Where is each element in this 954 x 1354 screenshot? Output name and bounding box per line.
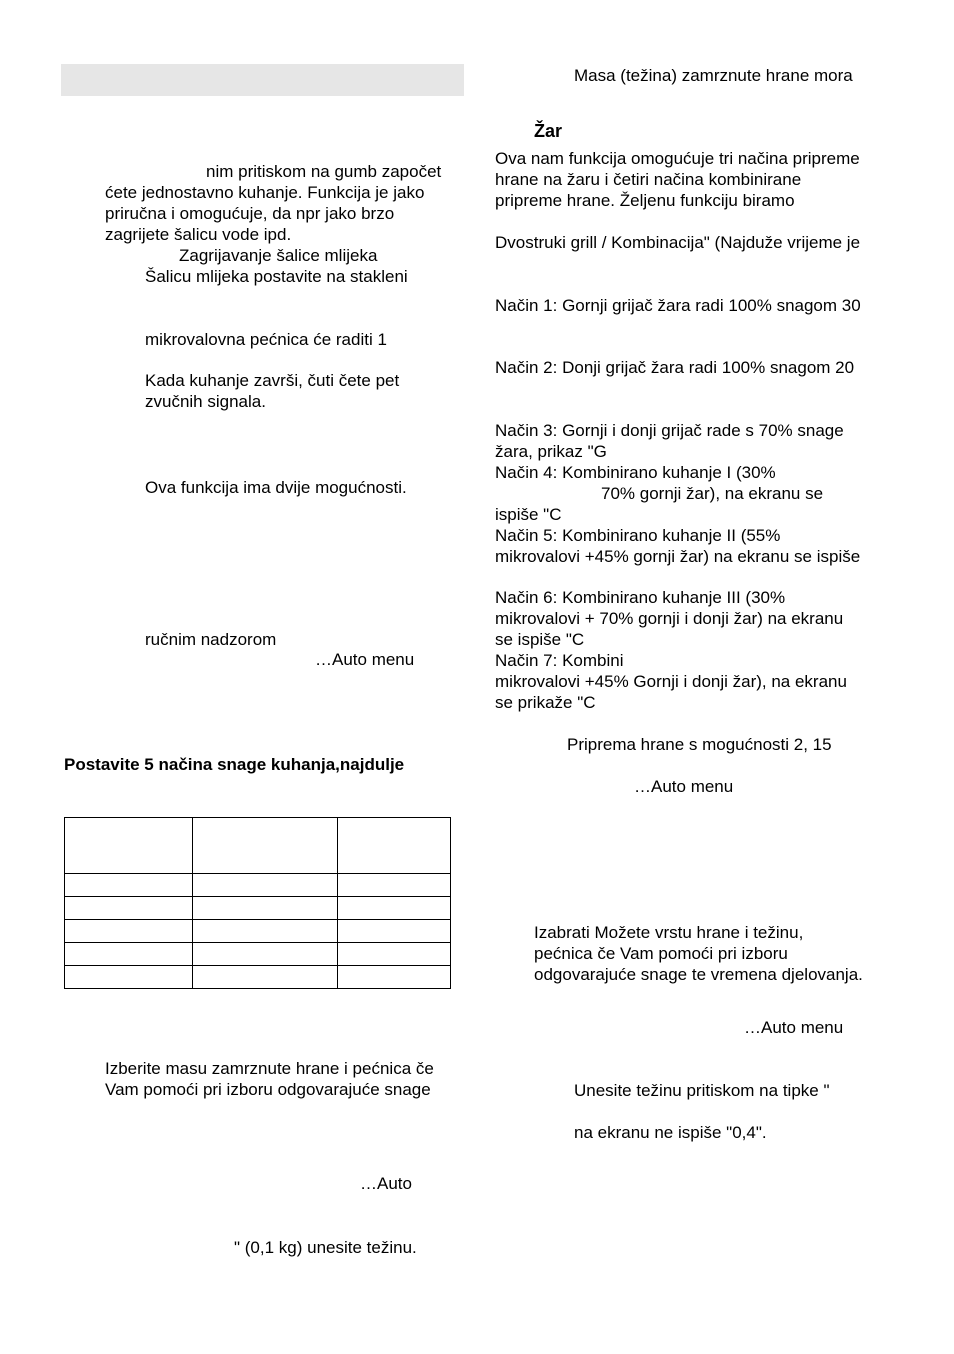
right-text-line: Masa (težina) zamrznute hrane mora <box>574 66 853 85</box>
table-row <box>65 943 451 966</box>
table-cell <box>193 920 338 943</box>
right-text-line: odgovarajuće snage te vremena djelovanja. <box>534 965 863 984</box>
table-cell <box>65 920 193 943</box>
left-text-line: Zagrijavanje šalice mlijeka <box>179 246 378 265</box>
left-text-line: ručnim nadzorom <box>145 630 277 649</box>
right-text-line: Način 3: Gornji i donji grijač rade s 70% snage <box>495 421 844 440</box>
right-text-line: mikrovalovi +45% Gornji i donji žar), na ekranu <box>495 672 847 691</box>
table-cell <box>193 943 338 966</box>
table-cell <box>65 966 193 989</box>
table-cell <box>338 897 451 920</box>
left-text-line: zvučnih signala. <box>145 392 266 411</box>
right-text-line: Priprema hrane s mogućnosti 2, 15 <box>567 735 832 754</box>
left-text-line: " (0,1 kg) unesite težinu. <box>234 1238 417 1257</box>
grill-heading: Žar <box>534 121 563 141</box>
table-row <box>65 818 451 874</box>
right-text-line: Način 1: Gornji grijač žara radi 100% snagom 30 <box>495 296 861 315</box>
table-row <box>65 897 451 920</box>
table-cell <box>338 920 451 943</box>
right-text-line: Način 6: Kombinirano kuhanje III (30% <box>495 588 786 607</box>
right-text-line: se ispiše "C <box>495 630 585 649</box>
left-text-line: zagrijete šalicu vode ipd. <box>105 225 292 244</box>
right-text-line: mikrovalovi +45% gornji žar) na ekranu se ispiše <box>495 547 861 566</box>
table-cell <box>193 818 338 874</box>
table-cell <box>338 874 451 897</box>
table-row <box>65 966 451 989</box>
right-text-line: Način 5: Kombinirano kuhanje II (55% <box>495 526 781 545</box>
right-text-line: žara, prikaz "G <box>495 442 607 461</box>
right-text-line: …Auto menu <box>634 777 734 796</box>
right-text-line: ispiše "C <box>495 505 562 524</box>
right-text-line: se prikaže "C <box>495 693 596 712</box>
power-settings-heading: Postavite 5 načina snage kuhanja,najdulje <box>64 755 405 774</box>
section-header-bar <box>61 64 464 96</box>
right-text-line: Unesite težinu pritiskom na tipke " <box>574 1081 830 1100</box>
table-cell <box>65 943 193 966</box>
right-text-line: 70% gornji žar), na ekranu se <box>601 484 824 503</box>
right-text-line: hrane na žaru i četiri načina kombinirane <box>495 170 802 189</box>
right-text-line: pripreme hrane. Željenu funkciju biramo <box>495 191 795 210</box>
table-row <box>65 874 451 897</box>
left-text-line: …Auto <box>360 1174 412 1193</box>
right-text-line: Način 4: Kombinirano kuhanje I (30% <box>495 463 776 482</box>
right-text-line: Način 2: Donji grijač žara radi 100% snagom 20 <box>495 358 855 377</box>
right-text-line: pećnica če Vam pomoći pri izboru <box>534 944 788 963</box>
table-cell <box>193 966 338 989</box>
table-cell <box>338 943 451 966</box>
right-text-line: Način 7: Kombini <box>495 651 624 670</box>
table-cell <box>65 818 193 874</box>
right-text-line: …Auto menu <box>744 1018 844 1037</box>
table-cell <box>338 818 451 874</box>
left-text-line: Ova funkcija ima dvije mogućnosti. <box>145 478 407 497</box>
left-text-line: priručna i omogućuje, da npr jako brzo <box>105 204 395 223</box>
left-text-line: ćete jednostavno kuhanje. Funkcija je jako <box>105 183 425 202</box>
power-table <box>64 817 451 989</box>
left-text-line: Izberite masu zamrznute hrane i pećnica če <box>105 1059 434 1078</box>
table-cell <box>338 966 451 989</box>
table-cell <box>193 874 338 897</box>
left-text-line: Šalicu mlijeka postavite na stakleni <box>145 267 408 286</box>
right-text-line: Izabrati Možete vrstu hrane i težinu, <box>534 923 804 942</box>
right-text-line: na ekranu ne ispiše "0,4". <box>574 1123 767 1142</box>
left-text-line: mikrovalovna pećnica će raditi 1 <box>145 330 387 349</box>
right-text-line: Dvostruki grill / Kombinacija" (Najduže vrijeme je <box>495 233 861 252</box>
right-text-line: Ova nam funkcija omogućuje tri načina pripreme <box>495 149 860 168</box>
left-text-line: Kada kuhanje završi, čuti čete pet <box>145 371 400 390</box>
left-text-line: Vam pomoći pri izboru odgovarajuće snage <box>105 1080 431 1099</box>
table-cell <box>65 897 193 920</box>
table-row <box>65 920 451 943</box>
left-text-line: nim pritiskom na gumb započet <box>206 162 442 181</box>
right-text-line: mikrovalovi + 70% gornji i donji žar) na ekranu <box>495 609 844 628</box>
table-cell <box>193 897 338 920</box>
table-cell <box>65 874 193 897</box>
left-text-line: …Auto menu <box>315 650 415 669</box>
